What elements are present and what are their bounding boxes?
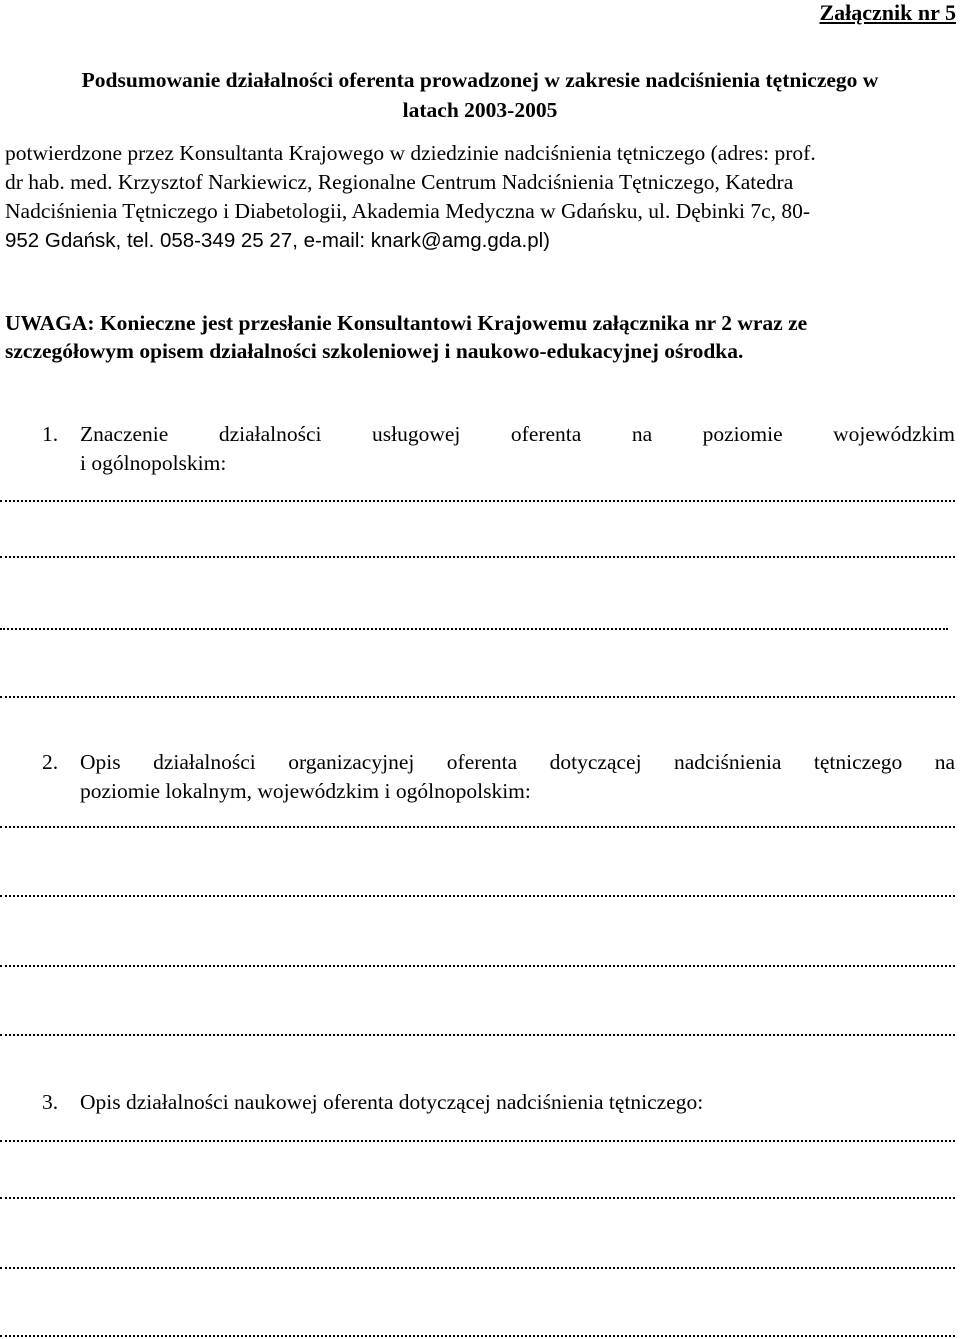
answer-line-2-4[interactable] [0, 1024, 955, 1036]
question-2-text-line-2: poziomie lokalnym, wojewódzkim i ogólnopolskim: [80, 779, 531, 803]
question-3-text: Opis działalności naukowej oferenta dotyczącej nadciśnienia tętniczego: [80, 1090, 704, 1114]
question-2-word: na [934, 750, 955, 774]
question-2-text-line-1 [80, 750, 955, 775]
answer-line-1-3[interactable] [0, 618, 948, 630]
question-2-word: tętniczego [813, 750, 903, 774]
question-1-text-line-2: i ogólnopolskim: [80, 451, 227, 475]
confirmation-line-3: Nadciśnienia Tętniczego i Diabetologii, Akademia Medyczna w Gdańsku, ul. Dębinki 7c, 80- [5, 199, 811, 223]
question-1-word: działalności [218, 422, 322, 446]
answer-line-3-1[interactable] [0, 1130, 955, 1142]
confirmation-line-4: 952 Gdańsk, tel. 058-349 25 27, e-mail: knark@amg.gda.pl) [5, 229, 551, 252]
question-1-text-line-1 [80, 422, 955, 447]
answer-line-2-3[interactable] [0, 955, 955, 967]
answer-line-1-1[interactable] [0, 490, 955, 502]
question-2-word: dotyczącej [549, 750, 642, 774]
document-title-line-1: Podsumowanie działalności oferenta prowadzonej w zakresie nadciśnienia tętniczego w [81, 68, 879, 92]
warning-line-2: szczegółowym opisem działalności szkoleniowej i naukowo-edukacyjnej ośrodka. [5, 339, 744, 363]
confirmation-line-1: potwierdzone przez Konsultanta Krajowego w dziedzinie nadciśnienia tętniczego (adres: prof. [5, 141, 816, 165]
question-1-word: wojewódzkim [833, 422, 955, 446]
question-1-number: 1. [42, 422, 59, 446]
question-1-word: oferenta [510, 422, 582, 446]
warning-line-1: UWAGA: Konieczne jest przesłanie Konsultantowi Krajowemu załącznika nr 2 wraz ze [5, 311, 808, 335]
answer-line-3-2[interactable] [0, 1187, 955, 1199]
question-1-word: usługowej [372, 422, 461, 446]
answer-line-2-2[interactable] [0, 885, 955, 897]
question-2-word: organizacyjnej [288, 750, 415, 774]
answer-line-3-3[interactable] [0, 1257, 955, 1269]
question-3-number: 3. [42, 1090, 59, 1114]
question-2-word: nadciśnienia [674, 750, 782, 774]
question-2-number: 2. [42, 750, 59, 774]
answer-line-2-1[interactable] [0, 816, 955, 828]
question-1-word: na [631, 422, 653, 446]
question-2-word: Opis [80, 750, 121, 774]
question-2-word: oferenta [446, 750, 518, 774]
answer-line-1-2[interactable] [0, 546, 955, 558]
confirmation-line-2: dr hab. med. Krzysztof Narkiewicz, Regionalne Centrum Nadciśnienia Tętniczego, Katedra [5, 170, 794, 194]
annex-label: Załącznik nr 5 [819, 0, 956, 25]
question-1-word: poziomie [702, 422, 783, 446]
answer-line-1-4[interactable] [0, 686, 955, 698]
answer-line-3-4[interactable] [0, 1325, 955, 1337]
question-1-word: Znaczenie [80, 422, 169, 446]
document-title-line-2: latach 2003-2005 [402, 98, 558, 122]
question-2-word: działalności [153, 750, 256, 774]
